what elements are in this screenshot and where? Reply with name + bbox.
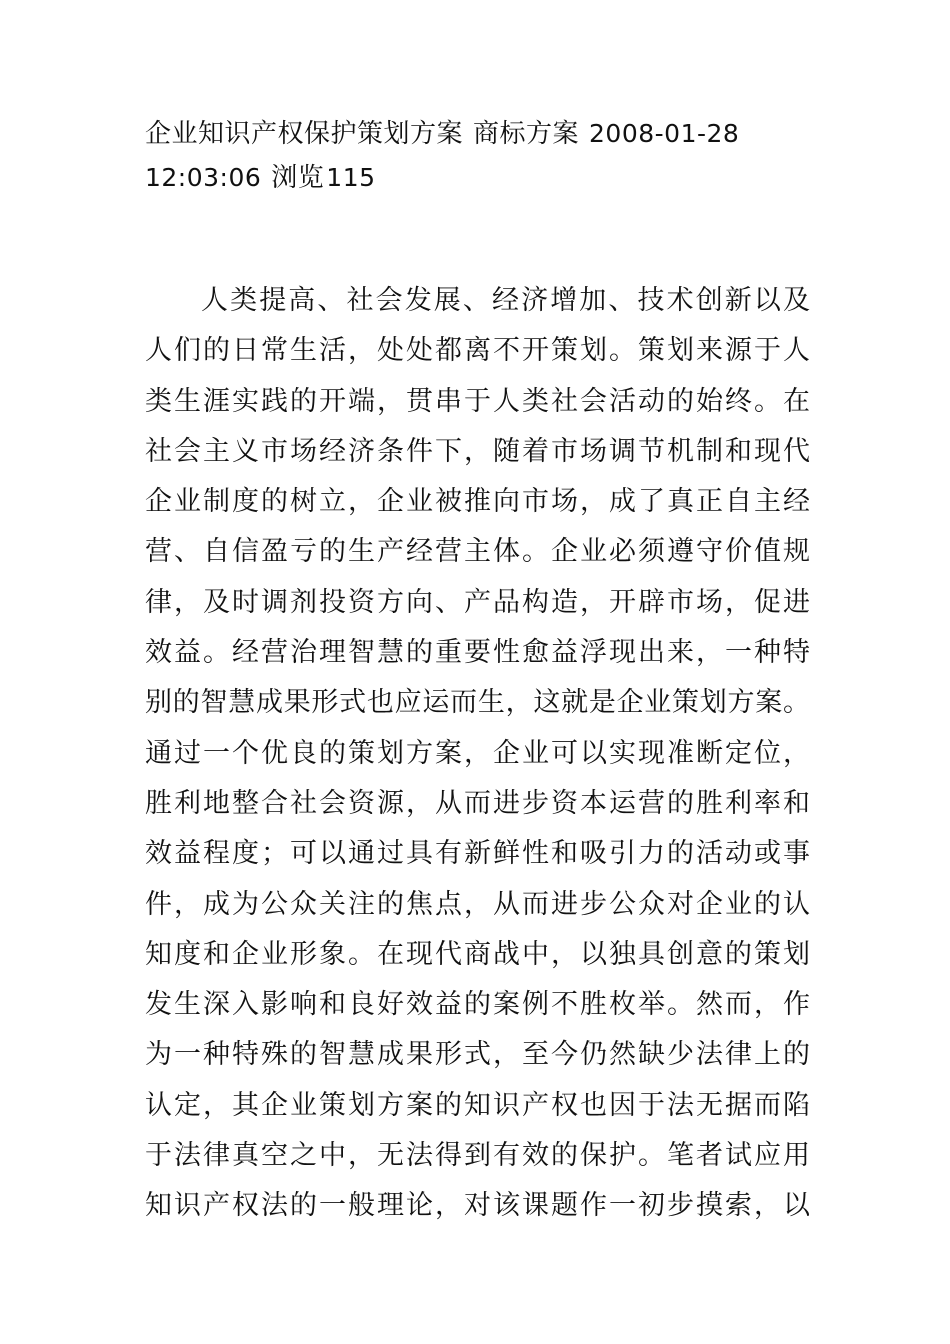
body-line: 件，成为公众关注的焦点，从而进步公众对企业的认 [145, 888, 810, 920]
views-count: 115 [326, 163, 376, 192]
body-line: 人们的日常生活，处处都离不开策划。策划来源于人 [145, 335, 810, 367]
header-line-2 [145, 156, 810, 200]
body-line: 知识产权法的一般理论，对该课题作一初步摸索，以 [145, 1190, 810, 1222]
body-line: 效益。经营治理智慧的重要性愈益浮现出来，一种特 [145, 637, 810, 669]
body-line: 为一种特殊的智慧成果形式，至今仍然缺少法律上的 [145, 1039, 810, 1071]
body-line: 知度和企业形象。在现代商战中，以独具创意的策划 [145, 938, 810, 970]
body-line: 别的智慧成果形式也应运而生，这就是企业策划方案。 [145, 687, 810, 719]
views-label: 浏览 [271, 163, 325, 193]
body-line: 律，及时调剂投资方向、产品构造，开辟市场，促进 [145, 586, 810, 618]
body-line: 人类提高、社会发展、经济增加、技术创新以及 [201, 285, 810, 316]
publish-date: 2008-01-28 [589, 119, 740, 148]
publish-time: 12:03:06 [145, 163, 262, 192]
body-line: 发生深入影响和良好效益的案例不胜枚举。然而，作 [145, 989, 810, 1021]
body-line: 企业制度的树立，企业被推向市场，成了真正自主经 [145, 486, 810, 518]
body-line: 通过一个优良的策划方案，企业可以实现准断定位， [145, 737, 810, 769]
body-line: 于法律真空之中，无法得到有效的保护。笔者试应用 [145, 1140, 810, 1172]
body-line: 胜利地整合社会资源，从而进步资本运营的胜利率和 [145, 787, 810, 819]
header-line-1 [145, 112, 810, 156]
body-line: 营、自信盈亏的生产经营主体。企业必须遵守价值规 [145, 536, 810, 568]
body-line: 效益程度；可以通过具有新鲜性和吸引力的活动或事 [145, 838, 810, 870]
body-line: 类生涯实践的开端，贯串于人类社会活动的始终。在 [145, 385, 810, 417]
document-page [145, 112, 810, 1232]
article-title: 企业知识产权保护策划方案 [145, 119, 464, 149]
body-line: 社会主义市场经济条件下，随着市场调节机制和现代 [145, 435, 810, 467]
article-category: 商标方案 [473, 119, 580, 149]
body-line: 认定，其企业策划方案的知识产权也因于法无据而陷 [145, 1089, 810, 1121]
article-body [145, 276, 810, 1232]
